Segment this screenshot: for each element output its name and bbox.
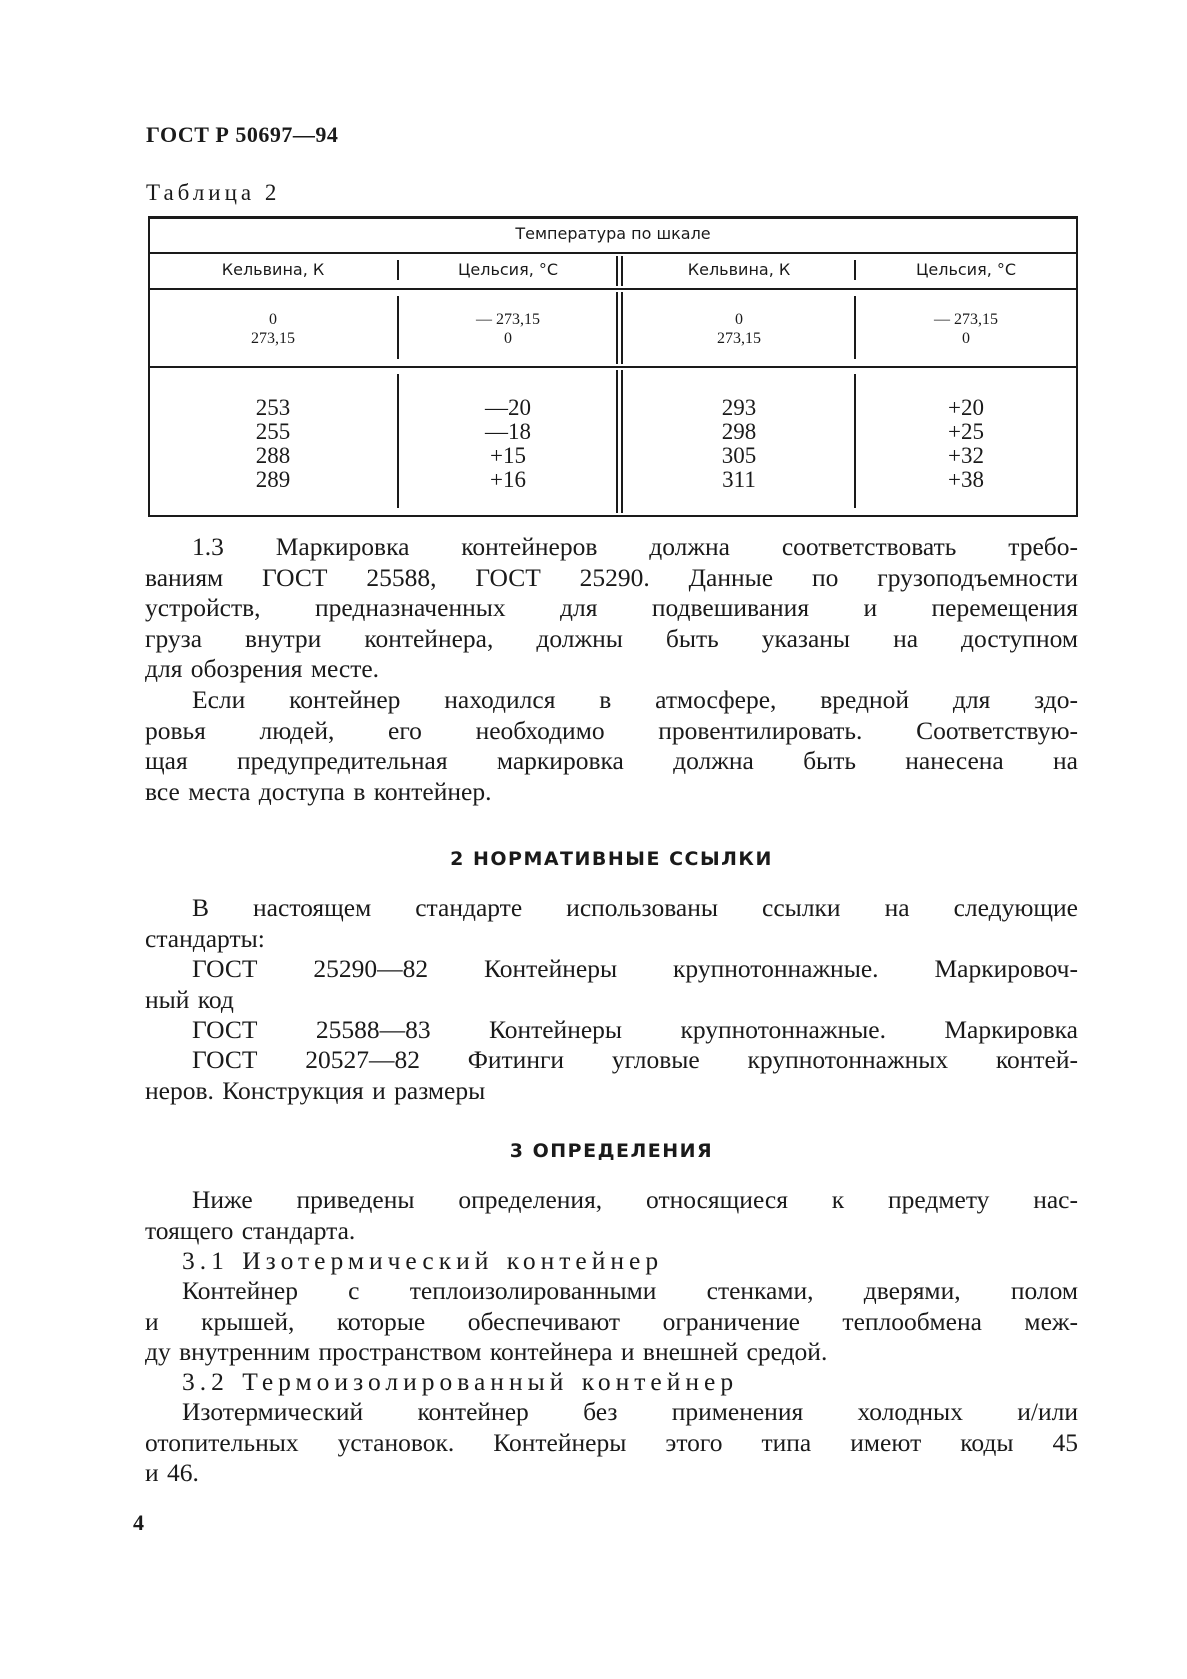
table-cell: 253 255 288 289 [255, 395, 291, 492]
text-line: Контейнер с теплоизолированными стенками, дверями, полом [182, 1276, 1078, 1305]
text-line: и крышей, которые обеспечивают ограничение теплообмена меж- [145, 1306, 1078, 1336]
text-line: ровья людей, его необходимо провентилировать. Соответствую- [145, 715, 1078, 745]
text-line: ГОСТ 20527—82 Фитинги угловые крупнотоннажных контей- [192, 1045, 1078, 1074]
text-line: 3.2 Термоизолированный контейнер [182, 1367, 739, 1396]
document-code: ГОСТ Р 50697—94 [146, 122, 339, 147]
text-line: стандарты: [145, 923, 265, 953]
text-line: Ниже приведены определения, относящиеся к предмету нас- [192, 1185, 1078, 1214]
section-heading: 3 ОПРЕДЕЛЕНИЯ [509, 1140, 714, 1162]
text-line: тоящего стандарта. [145, 1215, 356, 1245]
definition-3-2 [145, 1397, 1078, 1489]
section-heading: 2 НОРМАТИВНЫЕ ССЫЛКИ [450, 848, 773, 870]
text-line: все места доступа в контейнер. [145, 776, 492, 806]
column-header-kelvin: Кельвина, К [687, 260, 791, 279]
table-cell: 293 298 305 311 [721, 395, 757, 492]
text-line: ГОСТ 25588—83 Контейнеры крупнотоннажные. Маркировка [192, 1015, 1078, 1044]
text-line: Если контейнер находился в атмосфере, вредной для здо- [192, 685, 1078, 714]
text-line: для обозрения месте. [145, 654, 380, 683]
column-header-kelvin: Кельвина, К [221, 260, 325, 279]
text-line: груза внутри контейнера, должны быть указаны на доступном [145, 623, 1078, 653]
text-line: щая предупредительная маркировка должна быть нанесена на [145, 746, 1078, 775]
text-line: неров. Конструкция и размеры [145, 1075, 486, 1105]
text-line: ваниям ГОСТ 25588, ГОСТ 25290. Данные по грузоподъемности [145, 562, 1078, 592]
table-caption: Таблица 2 [146, 180, 281, 205]
term-3-2 [145, 1367, 1078, 1398]
table-cell: 0 273,15 [717, 311, 761, 347]
paragraph-definitions-intro [145, 1185, 1078, 1246]
column-header-celsius: Цельсия, °С [915, 260, 1017, 279]
column-header-celsius: Цельсия, °С [457, 260, 559, 279]
reference-gost-25588 [145, 1015, 1078, 1046]
paragraph-ventilation [145, 685, 1078, 807]
table-group-header: Температура по шкале [515, 224, 711, 243]
table-cell: +20 +25 +32 +38 [948, 395, 984, 492]
paragraph-references-intro [145, 893, 1078, 954]
text-line: В настоящем стандарте использованы ссылки на следующие [192, 893, 1078, 922]
paragraph-1-3 [145, 532, 1078, 685]
table-cell: — 273,15 0 [934, 311, 998, 347]
definition-3-1 [145, 1276, 1078, 1368]
table-cell: 0 273,15 [251, 311, 295, 347]
temperature-table [148, 216, 1078, 518]
text-line: устройств, предназначенных для подвешивания и перемещения [145, 593, 1078, 622]
reference-gost-25290 [145, 954, 1078, 1015]
text-line: ду внутренним пространством контейнера и внешней средой. [145, 1337, 828, 1366]
text-line: отопительных установок. Контейнеры этого типа имеют коды 45 [145, 1427, 1078, 1457]
text-line: Изотермический контейнер без применения холодных и/или [182, 1397, 1078, 1426]
table-cell: —20 —18 +15 +16 [485, 395, 531, 492]
text-line: ный код [145, 984, 234, 1014]
reference-gost-20527 [145, 1045, 1078, 1106]
text-line: ГОСТ 25290—82 Контейнеры крупнотоннажные. Маркировоч- [192, 954, 1078, 983]
text-line: 3.1 Изотермический контейнер [182, 1246, 664, 1275]
term-3-1 [145, 1246, 1078, 1277]
table-cell: — 273,15 0 [476, 311, 540, 347]
text-line: 1.3 Маркировка контейнеров должна соответствовать требо- [192, 532, 1078, 561]
text-line: и 46. [145, 1458, 199, 1487]
page-number: 4 [133, 1510, 144, 1535]
